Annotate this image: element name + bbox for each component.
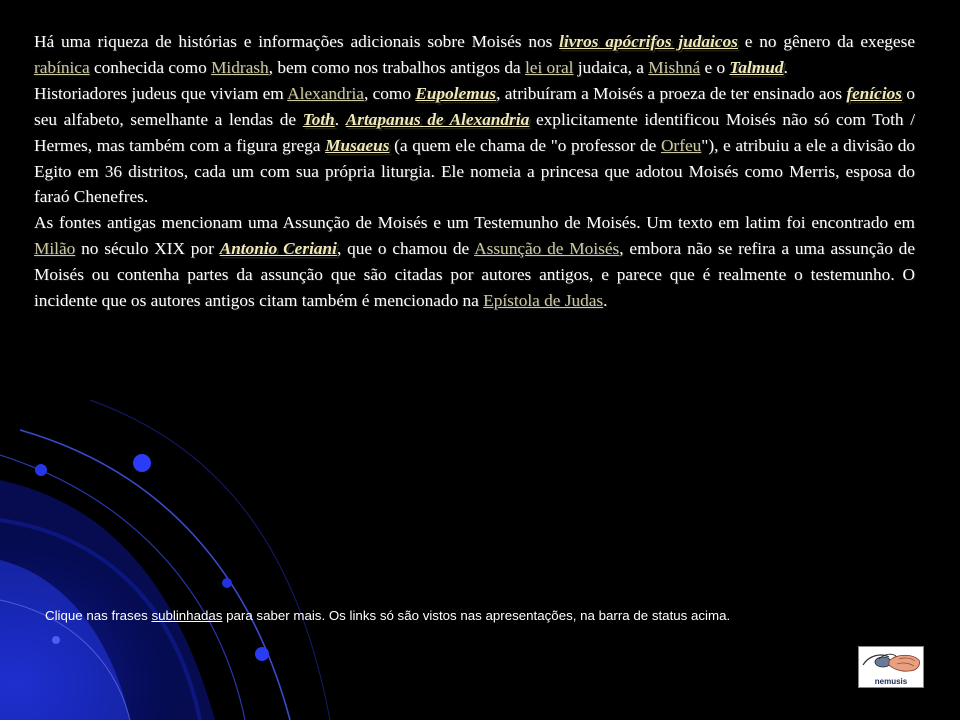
link-antonio-ceriani[interactable]: Antonio Ceriani [219, 239, 337, 259]
hand-mouse-icon [859, 647, 923, 679]
paragraph-1 [34, 29, 915, 81]
text: As fontes antigas mencionam uma Assunção de Moisés e um Testemunho de Moisés. Um texto em latim foi encontrado em [34, 213, 915, 233]
link-assuncao-de-moises[interactable]: Assunção de Moisés [474, 239, 620, 259]
text: . [603, 291, 608, 311]
text: Clique nas frases [45, 608, 152, 623]
paragraph-2 [34, 81, 915, 211]
text: , que o chamou de [336, 239, 475, 259]
main-text-block [34, 29, 915, 314]
text: , atribuíram a Moisés a proeza de ter ensinado aos [496, 83, 847, 103]
text: (a quem ele chama de "o professor de [389, 135, 661, 155]
text: e no gênero da exegese [737, 32, 916, 51]
text: , embora não se refira a uma assunção de Moisés ou contenha partes da assunção que são citadas por autores antigos, e parece que é realmente o testemunho. O incidente que os autores antigos citam também é mencionado na [34, 239, 915, 311]
footer-note [45, 607, 730, 625]
link-artapanus[interactable]: Artapanus de Alexandria [345, 109, 530, 129]
link-eupolemus[interactable]: Eupolemus [415, 83, 497, 103]
text: e o [700, 57, 730, 77]
link-mishna[interactable]: Mishná [648, 57, 701, 77]
link-musaeus[interactable]: Musaeus [325, 135, 390, 155]
link-fenicios[interactable]: fenícios [846, 83, 902, 103]
link-toth[interactable]: Toth [302, 109, 335, 129]
link-lei-oral[interactable]: lei oral [524, 57, 574, 77]
text: conhecida como [89, 57, 212, 77]
paragraph-3 [34, 210, 915, 314]
link-orfeu[interactable]: Orfeu [660, 135, 702, 155]
text: explicitamente identificou Moisés não só com Toth / Hermes, mas também com a figura grega [34, 109, 916, 155]
text: . [334, 109, 346, 129]
link-talmud[interactable]: Talmud [729, 57, 784, 77]
text: para saber mais. Os links só são vistos nas apresentações, na barra de status acima. [222, 608, 731, 623]
text: judaica, a [573, 57, 649, 77]
link-epistola-de-judas[interactable]: Epístola de Judas [483, 291, 604, 311]
text: , bem como nos trabalhos antigos da [268, 57, 525, 77]
text: no século XIX por [75, 239, 220, 259]
logo-label: nemusis [874, 677, 908, 686]
text: , como [363, 83, 416, 103]
underlined-word: sublinhadas [151, 608, 223, 623]
link-midrash[interactable]: Midrash [211, 57, 269, 77]
text: Há uma riqueza de histórias e informações adicionais sobre Moisés nos [34, 32, 560, 51]
link-rabinica[interactable]: rabínica [34, 57, 90, 77]
text: . [783, 57, 788, 77]
link-alexandria[interactable]: Alexandria [287, 83, 364, 103]
text: "), e atribuiu a ele a divisão do Egito em 36 distritos, cada um com sua própria liturgia. Ele nomeia a princesa que adotou Moisés como Merris, esposa do faraó Chenefres. [34, 135, 915, 207]
text: o seu alfabeto, semelhante a lendas de [34, 83, 916, 129]
link-milao[interactable]: Milão [34, 239, 76, 259]
text: Historiadores judeus que viviam em [34, 83, 288, 103]
nemusis-logo[interactable] [858, 646, 924, 688]
link-livros-apocrifos[interactable]: livros apócrifos judaicos [559, 32, 738, 51]
